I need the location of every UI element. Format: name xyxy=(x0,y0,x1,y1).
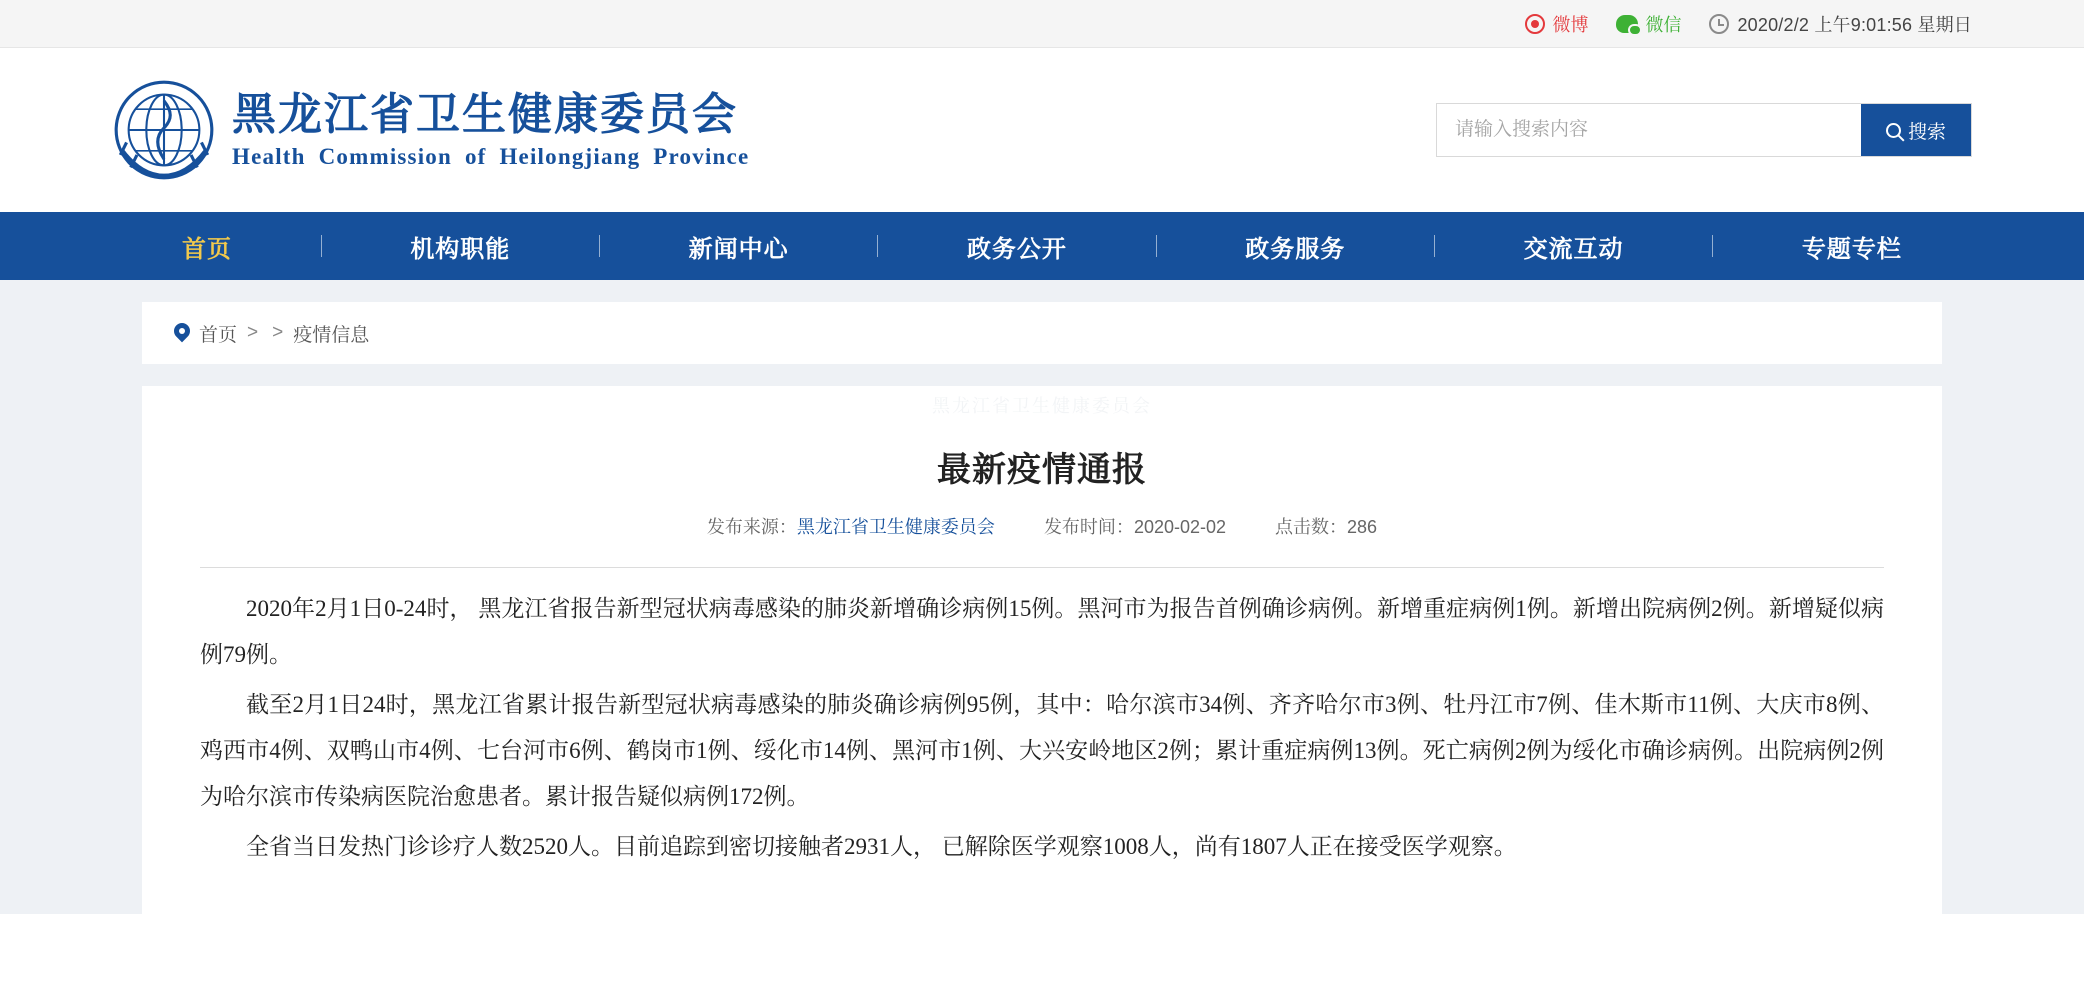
top-utility-bar xyxy=(0,0,2084,48)
nav-separator xyxy=(599,235,600,257)
nav-item-interaction[interactable]: 交流互动 xyxy=(1523,234,1624,263)
nav-item-government-disclosure[interactable]: 政务公开 xyxy=(966,234,1067,263)
clock-icon xyxy=(1709,14,1729,34)
breadcrumb-home-link[interactable]: 首页 xyxy=(199,324,238,346)
wechat-label: 微信 xyxy=(1645,14,1682,35)
weibo-link[interactable] xyxy=(1525,11,1588,37)
article-card xyxy=(142,386,1942,914)
article-source xyxy=(707,517,1000,537)
article-time-value: 2020-02-02 xyxy=(1133,517,1227,537)
nav-separator xyxy=(1156,235,1157,257)
nav-item-government-services[interactable]: 政务服务 xyxy=(1245,234,1346,263)
nav-item-special-columns[interactable]: 专题专栏 xyxy=(1801,234,1902,263)
nav-separator xyxy=(1434,235,1435,257)
article-views-label: 点击数： xyxy=(1275,517,1348,537)
weibo-icon xyxy=(1525,14,1545,34)
current-datetime xyxy=(1709,11,1972,37)
site-brand[interactable] xyxy=(112,78,749,182)
nav-separator xyxy=(877,235,878,257)
article-time-label: 发布时间： xyxy=(1043,517,1134,537)
nav-item-news[interactable]: 新闻中心 xyxy=(688,234,789,263)
article-paragraph-2: 截至2月1日24时，黑龙江省累计报告新型冠状病毒感染的肺炎确诊病例95例，其中：哈尔滨市34例、齐齐哈尔市3例、牡丹江市7例、佳木斯市11例、大庆市8例、鸡西市4例、双鸭山市4例、七台河市6例、鹤岗市1例、绥化市14例、黑河市1例、大兴安岭地区2例；累计重症病例13例。死亡病例2例为绥化市确诊病例。出院病例2例为哈尔滨市传染病医院治愈患者。累计报告疑似病例172例。 xyxy=(200,692,1884,809)
breadcrumb-current: 疫情信息 xyxy=(293,324,370,346)
meta-divider xyxy=(200,567,1884,568)
datetime-text: 2020/2/2 上午9:01:56 星期日 xyxy=(1737,14,1972,35)
article-body xyxy=(200,586,1884,870)
search-button-label: 搜索 xyxy=(1907,121,1946,143)
breadcrumb-separator-2: > xyxy=(272,322,284,343)
site-search xyxy=(1436,103,1972,157)
wechat-link[interactable] xyxy=(1616,11,1681,37)
page-title: 最新疫情通报 xyxy=(937,450,1147,490)
nav-item-home[interactable]: 首页 xyxy=(182,234,232,263)
brand-title-cn: 黑龙江省卫生健康委员会 xyxy=(232,88,738,140)
breadcrumb xyxy=(142,302,1942,364)
wechat-icon xyxy=(1616,15,1638,33)
search-button[interactable] xyxy=(1861,104,1971,156)
article-source-label: 发布来源： xyxy=(706,517,797,537)
article-paragraph-1: 2020年2月1日0-24时， 黑龙江省报告新型冠状病毒感染的肺炎新增确诊病例15例。黑河市为报告首例确诊病例。新增重症病例1例。新增出院病例2例。新增疑似病例79例。 xyxy=(200,596,1884,667)
search-icon xyxy=(1886,123,1901,138)
brand-title-en: Health Commission of Heilongjiang Province xyxy=(232,144,750,170)
nav-separator xyxy=(1712,235,1713,257)
article-view-count xyxy=(1275,517,1377,537)
search-input[interactable] xyxy=(1437,104,1861,156)
article-views-value: 286 xyxy=(1347,517,1378,537)
who-style-emblem-logo xyxy=(112,78,216,182)
nav-separator xyxy=(321,235,322,257)
weibo-label: 微博 xyxy=(1552,14,1589,35)
nav-item-organization[interactable]: 机构职能 xyxy=(410,234,511,263)
article-watermark: 黑龙江省卫生健康委员会 xyxy=(932,396,1152,416)
article-publish-time xyxy=(1044,517,1231,537)
site-header xyxy=(0,48,2084,212)
page-body xyxy=(0,280,2084,914)
breadcrumb-separator: > xyxy=(247,322,259,343)
article-meta xyxy=(200,513,1884,539)
article-paragraph-3: 全省当日发热门诊诊疗人数2520人。目前追踪到密切接触者2931人， 已解除医学观察1008人，尚有1807人正在接受医学观察。 xyxy=(246,834,1517,859)
main-navigation xyxy=(0,212,2084,280)
location-pin-icon xyxy=(174,323,190,343)
article-source-link[interactable]: 黑龙江省卫生健康委员会 xyxy=(796,517,995,537)
